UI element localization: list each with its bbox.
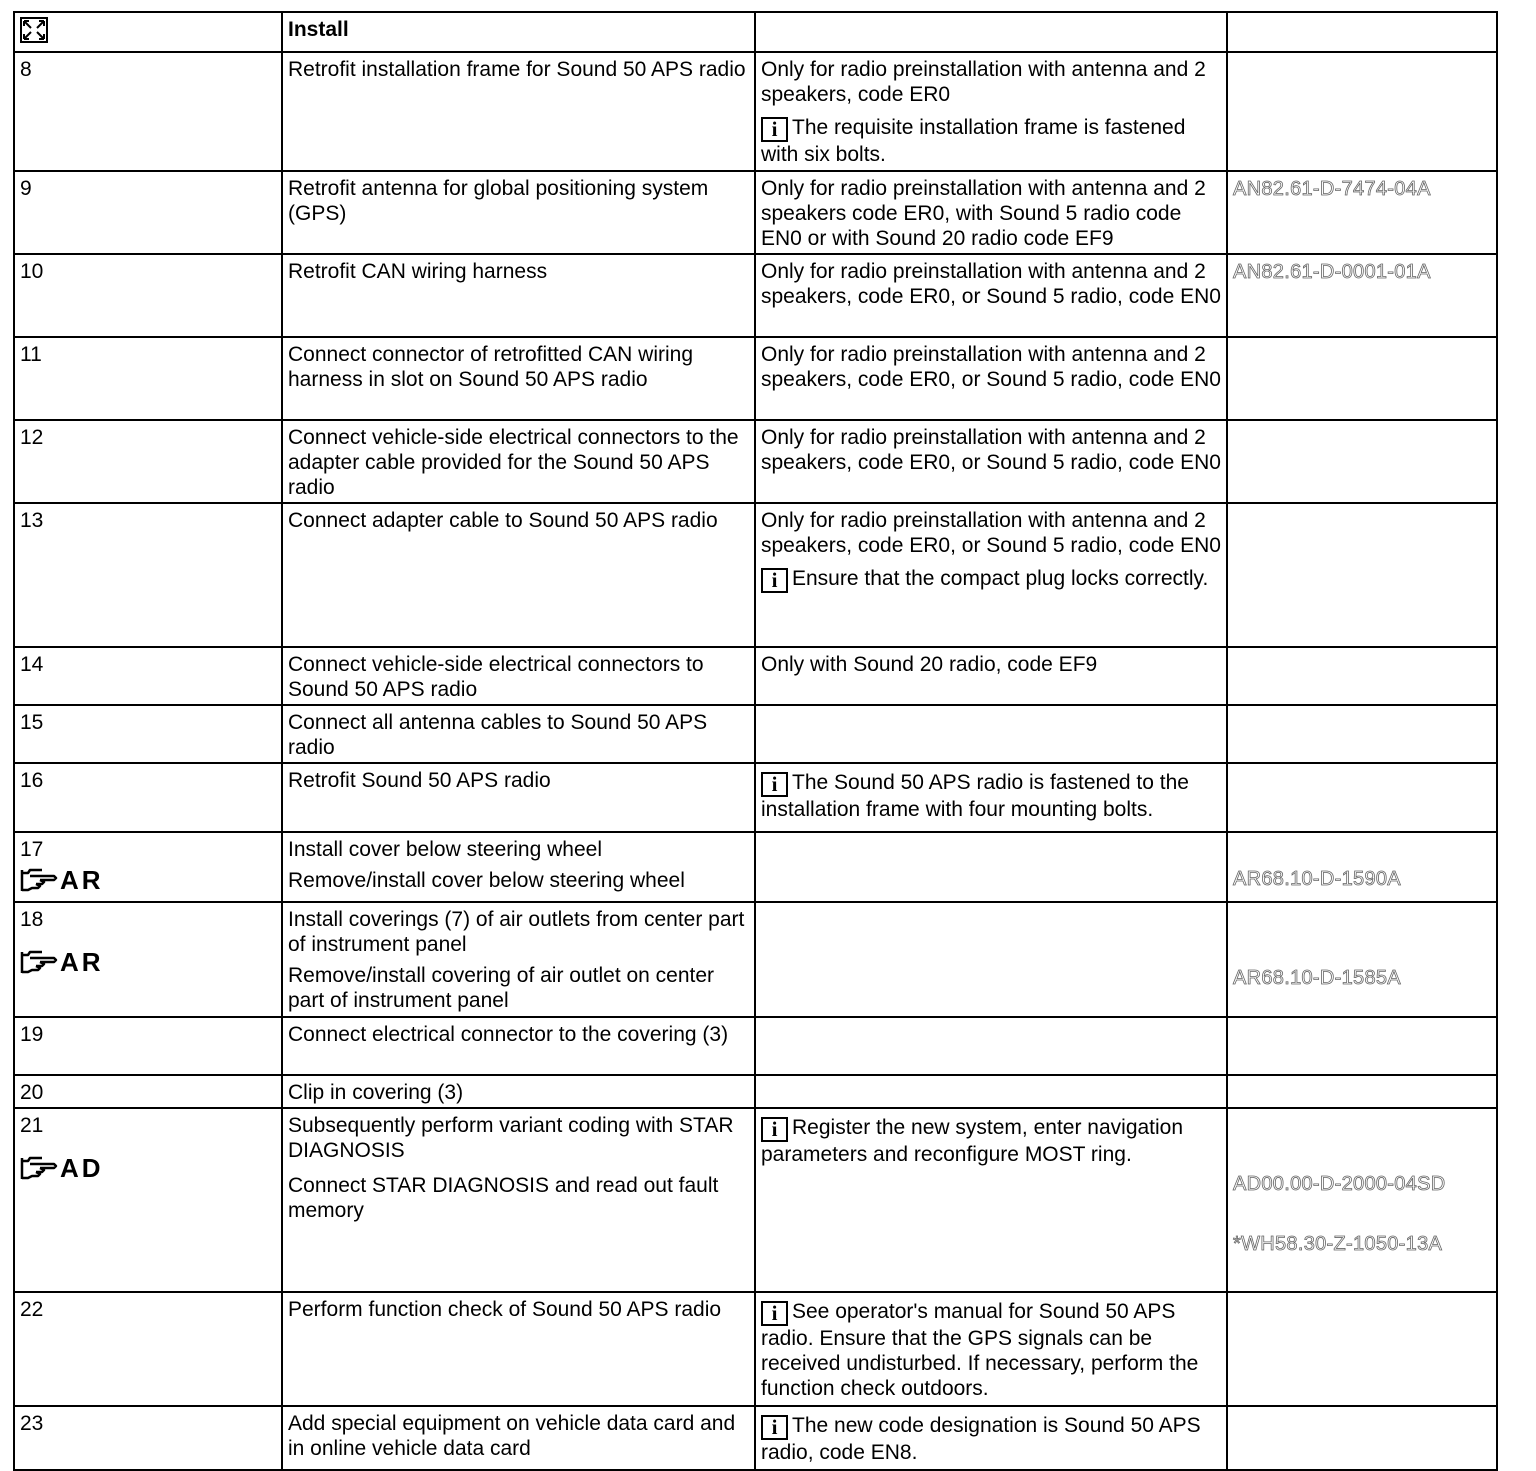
step-action: Retrofit antenna for global positioning system (GPS) — [282, 171, 755, 254]
step-condition-cell — [755, 1406, 1227, 1470]
step-number: 9 — [14, 171, 282, 254]
step-number: 22 — [14, 1292, 282, 1406]
step-condition: Only for radio preinstallation with antenna and 2 speakers, code ER0, or Sound 5 radio, code EN0 — [755, 420, 1227, 503]
info-icon: i — [761, 568, 788, 593]
step-note-text: Register the new system, enter navigation parameters and reconfigure MOST ring. — [761, 1116, 1184, 1166]
step-number: 16 — [14, 763, 282, 832]
step-action: Retrofit CAN wiring harness — [282, 254, 755, 337]
step-number: 18 — [20, 908, 44, 931]
step-number: 12 — [14, 420, 282, 503]
step-note — [761, 1115, 1221, 1167]
table-row — [14, 1017, 1497, 1075]
reference-badge-label: AR — [60, 946, 104, 977]
step-reference-cell — [1227, 171, 1497, 254]
step-condition: Only for radio preinstallation with antenna and 2 speakers, code ER0 — [761, 58, 1206, 106]
step-reference-cell — [1227, 420, 1497, 503]
table-row — [14, 1292, 1497, 1406]
table-row — [14, 902, 1497, 1017]
reference-link[interactable]: *WH58.30-Z-1050-13A — [1233, 1233, 1443, 1255]
step-action: Connect connector of retrofitted CAN wiring harness in slot on Sound 50 APS radio — [282, 337, 755, 420]
step-condition-cell — [755, 705, 1227, 763]
reference-link[interactable]: AR68.10-D-1590A — [1233, 868, 1401, 890]
reference-badge[interactable] — [20, 948, 276, 976]
table-row — [14, 1108, 1497, 1292]
step-note-text: Ensure that the compact plug locks correctly. — [792, 567, 1209, 590]
info-icon: i — [761, 117, 788, 142]
step-reference-cell — [1227, 1292, 1497, 1406]
reference-link[interactable]: AN82.61-D-0001-01A — [1233, 261, 1431, 283]
step-note-text: The requisite installation frame is fastened with six bolts. — [761, 116, 1186, 166]
reference-badge-label: AR — [60, 864, 104, 895]
step-number: 15 — [14, 705, 282, 763]
step-sub-action: Remove/install covering of air outlet on center part of instrument panel — [288, 964, 715, 1012]
expand-arrows-icon — [20, 17, 48, 43]
step-note — [761, 1299, 1221, 1401]
step-condition-cell — [755, 1108, 1227, 1292]
step-condition-cell — [755, 503, 1227, 647]
table-row — [14, 647, 1497, 705]
step-action: Retrofit Sound 50 APS radio — [282, 763, 755, 832]
table-row — [14, 254, 1497, 337]
step-number: 13 — [14, 503, 282, 647]
table-row — [14, 52, 1497, 171]
step-action: Add special equipment on vehicle data card and in online vehicle data card — [282, 1406, 755, 1470]
step-condition-cell — [755, 763, 1227, 832]
step-note — [761, 770, 1221, 822]
step-number: 11 — [14, 337, 282, 420]
step-number-cell — [14, 1108, 282, 1292]
step-condition: Only for radio preinstallation with antenna and 2 speakers, code ER0, or Sound 5 radio, code EN0 — [761, 509, 1221, 557]
step-action: Connect vehicle-side electrical connectors to the adapter cable provided for the Sound 50 APS radio — [282, 420, 755, 503]
step-action: Install cover below steering wheel — [288, 838, 602, 861]
step-reference-cell — [1227, 1406, 1497, 1470]
step-condition: Only with Sound 20 radio, code EF9 — [755, 647, 1227, 705]
table-row — [14, 503, 1497, 647]
reference-badge[interactable] — [20, 866, 276, 894]
step-sub-action: Connect STAR DIAGNOSIS and read out fault memory — [288, 1174, 719, 1222]
step-condition-cell — [755, 902, 1227, 1017]
step-action: Connect electrical connector to the covering (3) — [282, 1017, 755, 1075]
step-note-text: See operator's manual for Sound 50 APS radio. Ensure that the GPS signals can be received undisturbed. If necessary, perform the function check outdoors. — [761, 1300, 1199, 1400]
reference-badge[interactable] — [20, 1154, 276, 1182]
step-reference-cell — [1227, 902, 1497, 1017]
header-empty-cell — [755, 12, 1227, 52]
step-condition: Only for radio preinstallation with antenna and 2 speakers, code ER0, or Sound 5 radio, code EN0 — [755, 337, 1227, 420]
step-note — [761, 115, 1221, 167]
table-row — [14, 337, 1497, 420]
table-row — [14, 1406, 1497, 1470]
step-action: Retrofit installation frame for Sound 50 APS radio — [282, 52, 755, 171]
step-action-cell — [282, 832, 755, 902]
table-row — [14, 420, 1497, 503]
pointing-hand-icon — [20, 1155, 58, 1181]
step-reference-cell — [1227, 763, 1497, 832]
step-number-cell — [14, 832, 282, 902]
reference-link[interactable]: AR68.10-D-1585A — [1233, 967, 1401, 989]
step-reference-cell — [1227, 337, 1497, 420]
info-icon: i — [761, 1415, 788, 1440]
step-action: Subsequently perform variant coding with STAR DIAGNOSIS — [288, 1114, 734, 1162]
table-row — [14, 705, 1497, 763]
step-reference-cell — [1227, 1017, 1497, 1075]
pointing-hand-icon — [20, 949, 58, 975]
reference-badge-label: AD — [60, 1152, 104, 1183]
step-note-text: The new code designation is Sound 50 APS radio, code EN8. — [761, 1414, 1201, 1464]
step-reference-cell — [1227, 832, 1497, 902]
step-number: 21 — [20, 1114, 44, 1137]
table-row — [14, 171, 1497, 254]
step-sub-action: Remove/install cover below steering wheel — [288, 869, 685, 892]
table-row — [14, 1075, 1497, 1108]
step-action: Connect vehicle-side electrical connectors to Sound 50 APS radio — [282, 647, 755, 705]
step-note — [761, 1413, 1221, 1465]
step-action-cell — [282, 1108, 755, 1292]
step-condition: Only for radio preinstallation with antenna and 2 speakers, code ER0, or Sound 5 radio, code EN0 — [755, 254, 1227, 337]
step-action: Clip in covering (3) — [282, 1075, 755, 1108]
step-reference-cell — [1227, 52, 1497, 171]
step-action: Connect adapter cable to Sound 50 APS radio — [282, 503, 755, 647]
header-title: Install — [282, 12, 755, 52]
step-reference-cell — [1227, 1108, 1497, 1292]
reference-link[interactable]: AD00.00-D-2000-04SD — [1233, 1173, 1446, 1195]
table-row — [14, 832, 1497, 902]
step-action: Perform function check of Sound 50 APS radio — [282, 1292, 755, 1406]
table-header-row — [14, 12, 1497, 52]
step-condition-cell — [755, 1292, 1227, 1406]
header-empty-cell — [1227, 12, 1497, 52]
step-note-text: The Sound 50 APS radio is fastened to the installation frame with four mounting bolts. — [761, 771, 1189, 821]
step-action: Install coverings (7) of air outlets from center part of instrument panel — [288, 908, 745, 956]
step-number: 10 — [14, 254, 282, 337]
pointing-hand-icon — [20, 867, 58, 893]
step-number: 23 — [14, 1406, 282, 1470]
step-number: 17 — [20, 838, 44, 861]
step-number: 19 — [14, 1017, 282, 1075]
step-number: 14 — [14, 647, 282, 705]
step-reference-cell — [1227, 503, 1497, 647]
step-reference-cell — [1227, 254, 1497, 337]
step-condition-cell — [755, 1075, 1227, 1108]
header-icon-cell — [14, 12, 282, 52]
reference-link[interactable]: AN82.61-D-7474-04A — [1233, 178, 1431, 200]
step-number: 20 — [14, 1075, 282, 1108]
install-steps-table — [13, 11, 1498, 1471]
info-icon: i — [761, 1301, 788, 1326]
step-condition-cell — [755, 52, 1227, 171]
table-row — [14, 763, 1497, 832]
step-condition-cell — [755, 832, 1227, 902]
step-reference-cell — [1227, 705, 1497, 763]
step-action-cell — [282, 902, 755, 1017]
step-condition-cell — [755, 1017, 1227, 1075]
info-icon: i — [761, 1117, 788, 1142]
info-icon: i — [761, 772, 788, 797]
step-reference-cell — [1227, 1075, 1497, 1108]
step-reference-cell — [1227, 647, 1497, 705]
step-number-cell — [14, 902, 282, 1017]
step-note — [761, 566, 1221, 593]
step-condition: Only for radio preinstallation with antenna and 2 speakers code ER0, with Sound 5 radio code EN0 or with Sound 20 radio code EF9 — [755, 171, 1227, 254]
step-number: 8 — [14, 52, 282, 171]
step-action: Connect all antenna cables to Sound 50 APS radio — [282, 705, 755, 763]
